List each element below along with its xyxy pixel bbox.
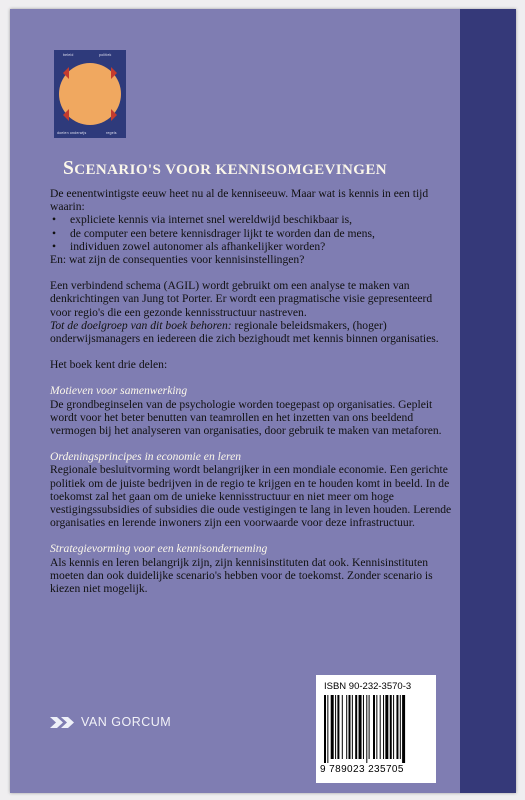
publisher-logo [50,715,171,729]
parts-intro: Het boek kent drie delen: [50,358,168,372]
section-heading: Motieven voor samenwerking [50,384,188,398]
bullet-icon: • [52,239,57,253]
section-text: Regionale besluitvorming wordt belangrijker in een mondiale economie. Een gerichte politiek om de juiste bedrijven in de regio te krijgen en te houden komt in beeld. In de toekomst zal het gaan om de unieke kennisstructuur en niet meer om hoge vestigingssubsidies of subsidies die oude vestigingen te lang in leven houden. Lerende organisaties en lerende inwoners zijn een voorwaarde voor deze infrastructuur. [50,463,452,530]
publisher-name: VAN GORCUM [81,715,172,729]
blurb-text [50,187,455,595]
list-item: • expliciete kennis via internet snel wereldwijd beschikbaar is, [52,213,353,227]
logo-label-bottom-right: regels [106,131,117,135]
title-rest: CENARIO'S VOOR KENNISOMGEVINGEN [74,162,387,178]
spine-band [460,9,516,793]
bullet-icon: • [52,213,57,227]
agil-circle-icon [54,50,126,138]
logo-label-bottom-left: doelen onderwijs [57,131,87,135]
agil-logo [54,50,126,138]
intro-question: En: wat zijn de consequenties voor kennisinstellingen? [50,253,305,267]
section-text: Als kennis en leren belangrijk zijn, zijn kennisinstituten dat ook. Kennisinstituten moeten dan ook duidelijke scenario's hebben voor de toekomst. Zonder scenario is kiezen niet mogelijk. [50,555,433,596]
isbn-text: ISBN 90-232-3570-3 [324,681,412,692]
intro-bullet-list [50,213,455,253]
list-item: • individuen zowel autonomer als afhankelijker worden? [52,239,326,253]
intro-paragraph: De eenentwintigste eeuw heet nu al de kenniseeuw. Maar wat is kennis in een tijd waarin: [50,187,429,214]
barcode-number: 9 789023 235705 [320,764,404,775]
section-text: De grondbeginselen van de psychologie worden toegepast op organisaties. Gepleit wordt voor het beter benutten van teamrollen en het inzetten van ons beeldend vermogen bij het analyseren van organisaties, door gebruik te maken van metaforen. [50,397,442,438]
section-heading: Strategievorming voor een kennisonderneming [50,542,268,556]
title-initial: S [63,158,75,179]
logo-label-top-left: beleid [63,53,74,57]
list-item: • de computer een betere kennisdrager lijkt te worden dan de mens, [52,226,375,240]
barcode-panel [316,675,436,783]
section-heading: Ordeningsprincipes in economie en leren [50,450,242,464]
logo-label-top-right: politiek [99,53,112,57]
audience-text: regionale beleidsmakers, (hoger) onderwijsmanagers en iedereen die zich bezighoudt met kennis binnen organisaties. [50,318,439,346]
bullet-icon: • [52,226,57,240]
schema-paragraph: Een verbindend schema (AGIL) wordt gebruikt om een analyse te maken van denkrichtingen van Jung tot Porter. Er wordt een pragmatische visie gepresenteerd voor regio's die een gezonde kennisstructuur nastreven. Tot de doelgroep van dit boek behoren: regionale beleidsmakers, (hoger) onderwijsmanagers en iedereen die zich bezighoudt met kennis binnen organisaties. [50,279,439,346]
double-arrow-icon [50,717,76,728]
audience-label: Tot de doelgroep van dit boek behoren: [50,318,232,332]
book-title [63,158,387,180]
barcode-icon [322,695,430,763]
book-back-cover [10,9,516,793]
